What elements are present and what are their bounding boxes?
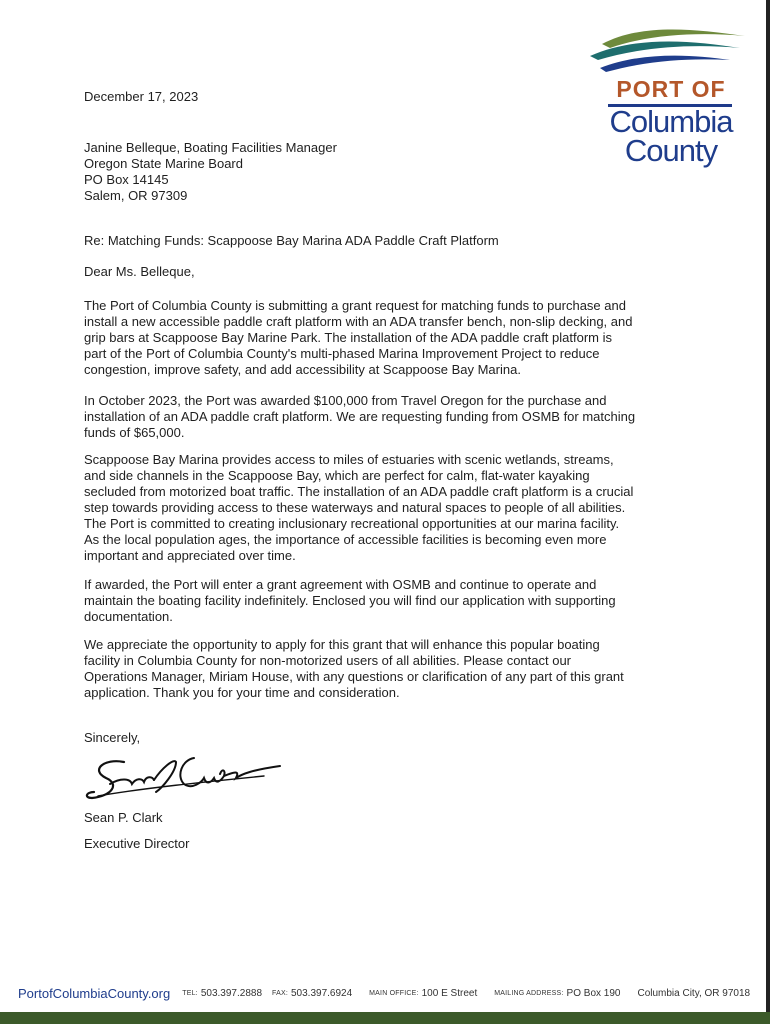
footer-mailing-label: MAILING ADDRESS: <box>494 989 564 997</box>
body-paragraph <box>84 393 684 441</box>
body-paragraph <box>84 298 684 378</box>
closing: Sincerely, <box>84 730 141 745</box>
paragraph-line: important and appreciated over time. <box>84 548 296 563</box>
footer-fax: 503.397.6924 <box>290 987 353 999</box>
recipient-address <box>84 140 337 204</box>
paragraph-line: installation of an ADA paddle craft platform. We are requesting funding from OSMB for matching <box>84 409 636 424</box>
paragraph-line: grip bars at Scappoose Bay Marine Park. The installation of the ADA paddle craft platform is <box>84 330 612 345</box>
footer-fax-label: FAX: <box>272 989 288 997</box>
footer-city: Columbia City, OR 97018 <box>637 987 751 999</box>
paragraph-line: part of the Port of Columbia County's multi-phased Marina Improvement Project to reduce <box>84 346 600 361</box>
letter-date: December 17, 2023 <box>84 89 199 104</box>
body-paragraph <box>84 577 684 625</box>
paragraph-line: and side channels in the Scappoose Bay, which are perfect for calm, flat-water kayaking <box>84 468 590 483</box>
recipient-line: Salem, OR 97309 <box>84 188 188 203</box>
body-paragraph <box>84 637 684 701</box>
footer-tel: 503.397.2888 <box>200 987 262 999</box>
paragraph-line: The Port is committed to creating inclusionary recreational opportunities at our marina facility. <box>84 516 620 531</box>
salutation: Dear Ms. Belleque, <box>84 264 195 279</box>
paragraph-line: If awarded, the Port will enter a grant agreement with OSMB and continue to operate and <box>84 577 597 592</box>
wave-logo-icon <box>580 22 750 82</box>
scan-edge <box>766 0 770 1024</box>
logo-columbia-text: Columbia <box>609 104 733 139</box>
paragraph-line: As the local population ages, the importance of accessible facilities is becoming even more <box>84 532 607 547</box>
paragraph-line: secluded from motorized boat traffic. The installation of an ADA paddle craft platform is a crucial <box>84 484 634 499</box>
recipient-line: Oregon State Marine Board <box>84 156 243 171</box>
paragraph-line: application. Thank you for your time and consideration. <box>84 685 400 700</box>
letterhead-footer <box>18 984 758 1002</box>
footer-main-office: 100 E Street <box>421 987 478 999</box>
paragraph-line: facility in Columbia County for non-motorized users of all abilities. Please contact our <box>84 653 572 668</box>
paragraph-line: In October 2023, the Port was awarded $100,000 from Travel Oregon for the purchase and <box>84 393 607 408</box>
recipient-line: Janine Belleque, Boating Facilities Manager <box>84 140 337 155</box>
signer-name: Sean P. Clark <box>84 810 163 825</box>
signer-title: Executive Director <box>84 836 190 851</box>
paragraph-line: Operations Manager, Miriam House, with any questions or clarification of any part of this grant <box>84 669 624 684</box>
subject-line: Re: Matching Funds: Scappoose Bay Marina ADA Paddle Craft Platform <box>84 233 499 248</box>
paragraph-line: funds of $65,000. <box>84 425 185 440</box>
paragraph-line: step towards providing access to these waterways and natural spaces to people of all abilities. <box>84 500 626 515</box>
footer-website: PortofColumbiaCounty.org <box>18 985 171 1001</box>
paragraph-line: install a new accessible paddle craft platform with an ADA transfer bench, non-slip decking, and <box>84 314 633 329</box>
logo-port-of-text: PORT OF <box>616 76 726 102</box>
footer-mailing: PO Box 190 <box>566 987 621 999</box>
paragraph-line: documentation. <box>84 609 173 624</box>
paragraph-line: We appreciate the opportunity to apply for this grant that will enhance this popular boating <box>84 637 600 652</box>
port-logo <box>580 22 750 172</box>
paragraph-line: Scappoose Bay Marina provides access to miles of estuaries with scenic wetlands, streams, <box>84 452 614 467</box>
paragraph-line: maintain the boating facility indefinitely. Enclosed you will find our application with supporting <box>84 593 616 608</box>
paragraph-line: The Port of Columbia County is submitting a grant request for matching funds to purchase and <box>84 298 626 313</box>
body-paragraph <box>84 452 684 564</box>
logo-county-text: County <box>624 133 718 168</box>
footer-tel-label: TEL: <box>182 989 198 997</box>
recipient-line: PO Box 14145 <box>84 172 169 187</box>
paragraph-line: congestion, improve safety, and add accessibility at Scappoose Bay Marina. <box>84 362 521 377</box>
handwritten-signature <box>84 748 284 810</box>
footer-main-office-label: MAIN OFFICE: <box>369 989 419 997</box>
footer-color-band <box>0 1012 770 1024</box>
